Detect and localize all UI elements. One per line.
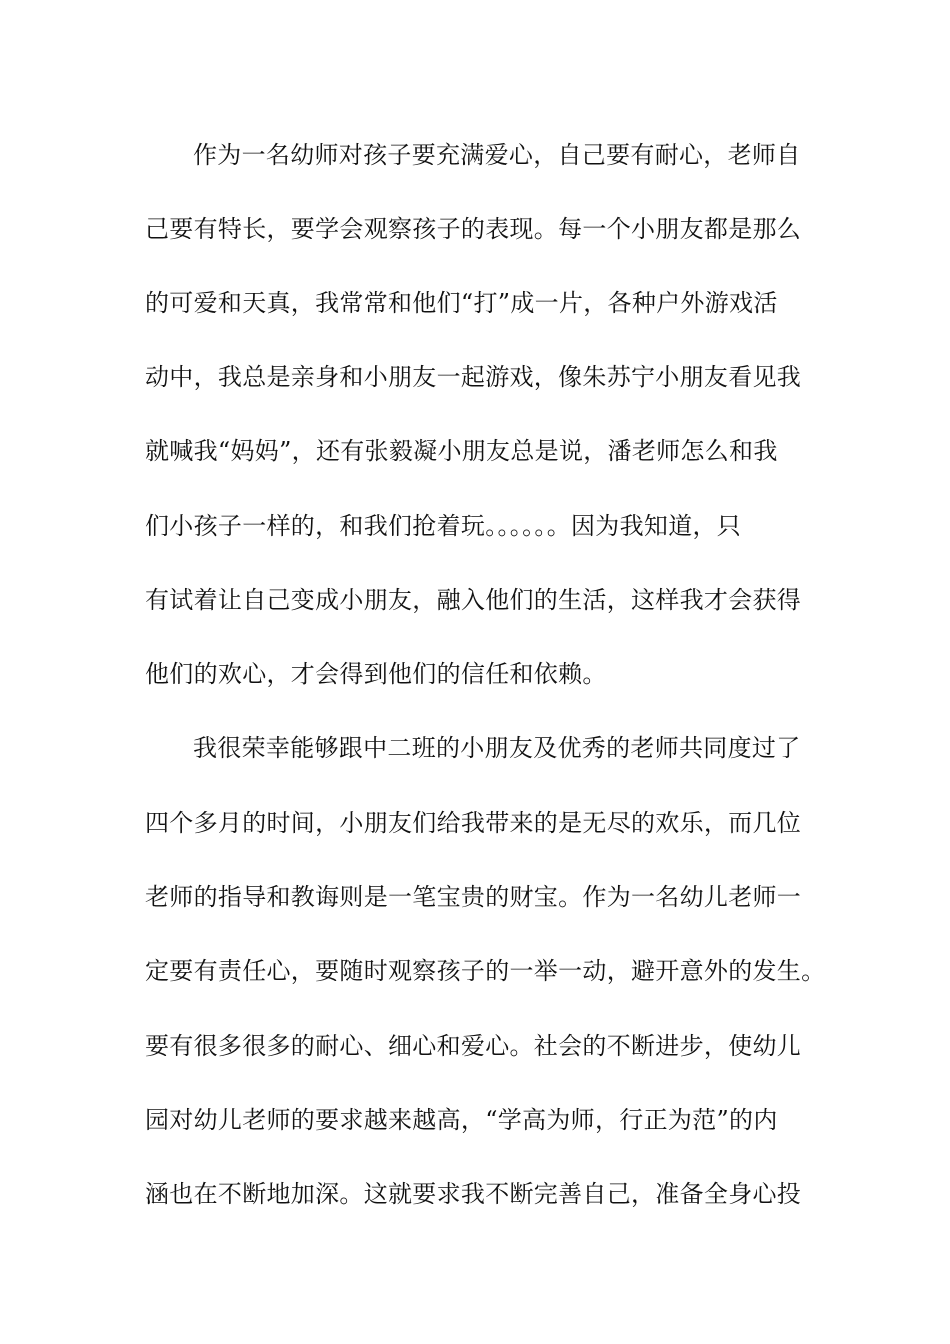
- paragraph-2-line-2: 四个多月的时间，小朋友们给我带来的是无尽的欢乐，而几位: [145, 809, 802, 837]
- paragraph-2-line-1: 我很荣幸能够跟中二班的小朋友及优秀的老师共同度过了: [193, 734, 801, 762]
- paragraph-1-line-4: 动中，我总是亲身和小朋友一起游戏，像朱苏宁小朋友看见我: [145, 363, 802, 391]
- paragraph-2-line-3: 老师的指导和教诲则是一笔宝贵的财宝。作为一名幼儿老师一: [145, 883, 802, 911]
- paragraph-2-line-6: 园对幼儿老师的要求越来越高，“学高为师，行正为范”的内: [145, 1106, 778, 1134]
- paragraph-1-line-2: 己要有特长，要学会观察孩子的表现。每一个小朋友都是那么: [145, 215, 802, 243]
- paragraph-1-line-1: 作为一名幼师对孩子要充满爱心，自己要有耐心，老师自: [193, 141, 801, 169]
- paragraph-1-line-5: 就喊我“妈妈”，还有张毅凝小朋友总是说，潘老师怎么和我: [145, 437, 778, 465]
- paragraph-2-line-5: 要有很多很多的耐心、细心和爱心。社会的不断进步，使幼儿: [145, 1032, 802, 1060]
- paragraph-1-line-6: 们小孩子一样的，和我们抢着玩。。。。。。因为我知道，只: [145, 512, 742, 540]
- paragraph-1-line-8: 他们的欢心，才会得到他们的信任和依赖。: [145, 660, 607, 688]
- paragraph-2-line-7: 涵也在不断地加深。这就要求我不断完善自己，准备全身心投: [145, 1180, 802, 1208]
- paragraph-1-line-3: 的可爱和天真，我常常和他们“打”成一片，各种户外游戏活: [145, 289, 778, 317]
- paragraph-2-line-4: 定要有责任心，要随时观察孩子的一举一动，避开意外的发生。: [145, 957, 826, 985]
- paragraph-1-line-7: 有试着让自己变成小朋友，融入他们的生活，这样我才会获得: [145, 586, 802, 614]
